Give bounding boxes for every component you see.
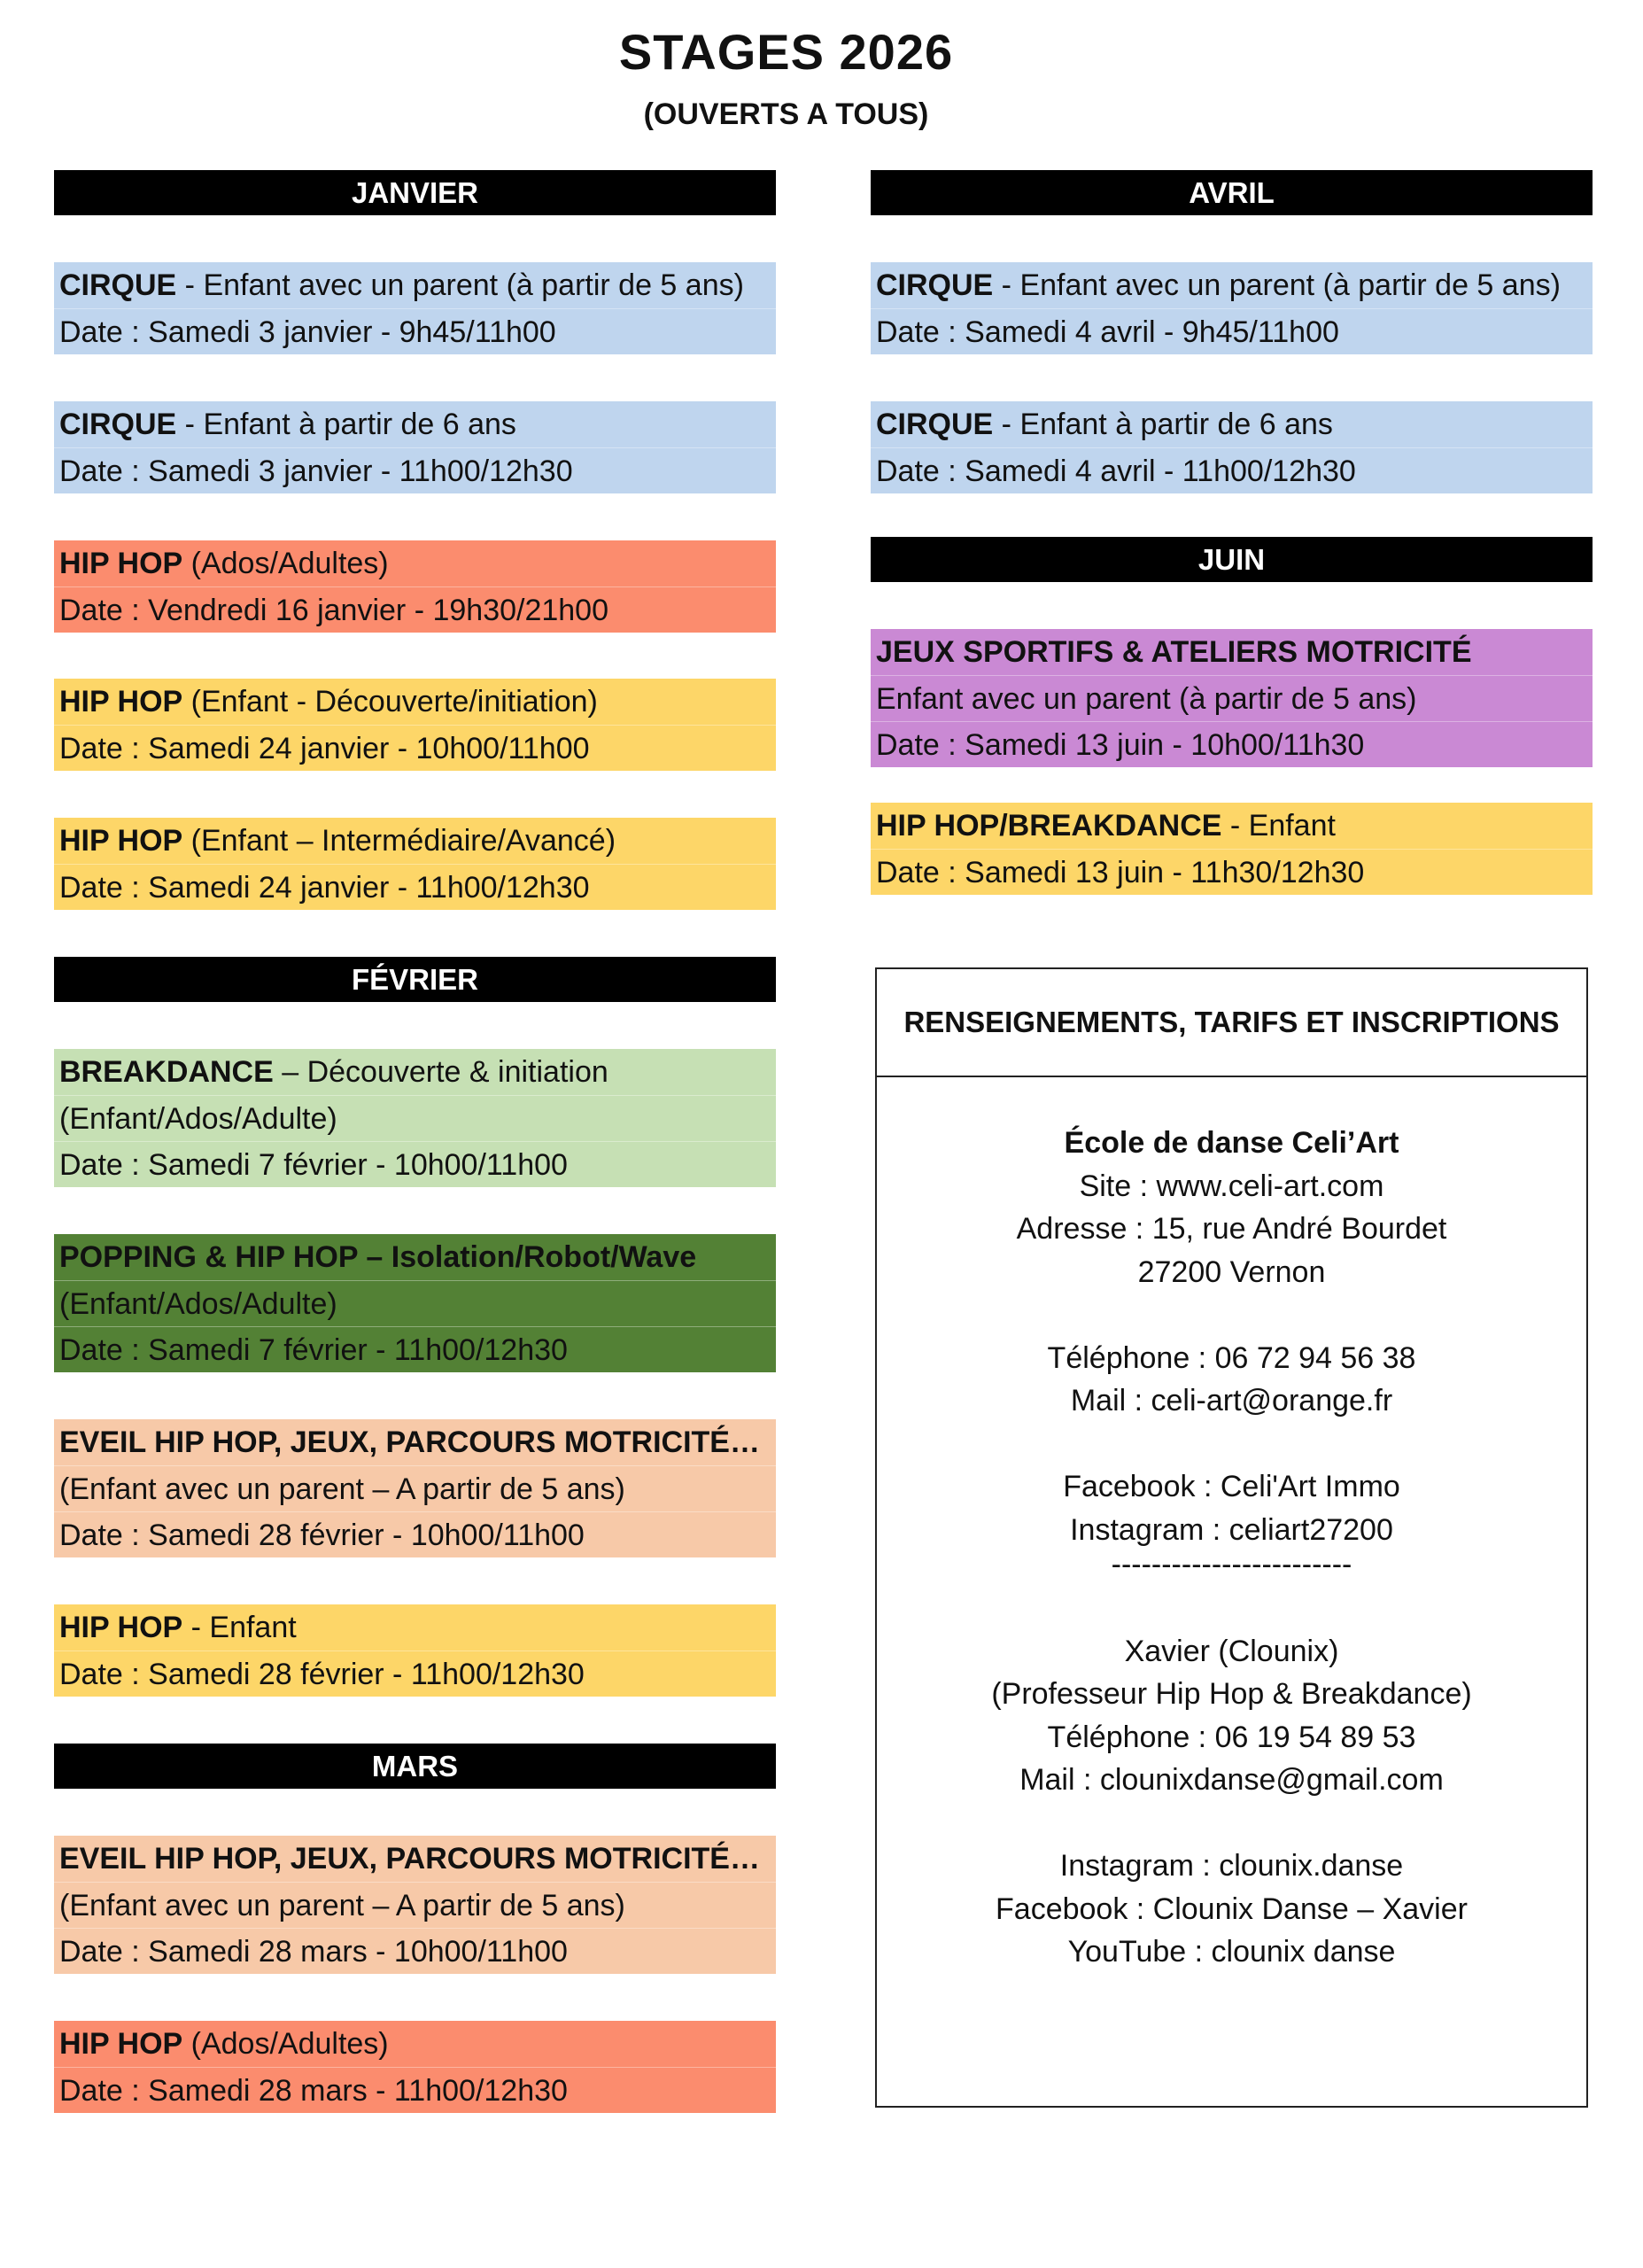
stage-title: HIP HOP [59, 2027, 183, 2061]
separator: ------------------------ [1111, 1548, 1352, 1581]
stage-line [871, 401, 1593, 447]
stage-line [54, 1095, 776, 1141]
stage-block-mars-0 [54, 1836, 776, 1974]
stage-text: Date : Samedi 28 mars - 11h00/12h30 [59, 2074, 568, 2108]
info-body [877, 1077, 1586, 1974]
stage-title: POPPING & HIP HOP – Isolation/Robot/Wave [59, 1240, 697, 1274]
stage-line [871, 721, 1593, 767]
stage-line [54, 679, 776, 725]
stage-line [54, 1511, 776, 1557]
spacer [877, 1293, 1586, 1337]
stage-text: (Enfant avec un parent – A partir de 5 ans) [59, 1472, 625, 1506]
stage-title: HIP HOP [59, 547, 183, 580]
stage-text: - Enfant avec un parent (à partir de 5 ans) [993, 268, 1561, 302]
stage-line [54, 1280, 776, 1326]
page-title: STAGES 2026 [618, 24, 954, 80]
stage-text: (Enfant/Ados/Adulte) [59, 1287, 337, 1321]
stage-line [54, 1836, 776, 1882]
stage-line [54, 447, 776, 493]
spacer [877, 1802, 1586, 1845]
stage-block-avril-1 [871, 401, 1593, 493]
stage-text: Date : Samedi 7 février - 10h00/11h00 [59, 1148, 568, 1182]
stage-block-mars-1 [54, 2021, 776, 2113]
stage-line [54, 308, 776, 354]
stage-line [871, 803, 1593, 849]
stage-line [54, 1419, 776, 1465]
stage-title: CIRQUE [876, 408, 994, 441]
stage-line [54, 1465, 776, 1511]
teacher-name: Xavier (Clounix) [1124, 1634, 1339, 1668]
stage-line [54, 725, 776, 771]
stage-line [54, 1882, 776, 1928]
stage-line [54, 1049, 776, 1095]
school-facebook: Facebook : Celi'Art Immo [1063, 1470, 1400, 1503]
stage-title: EVEIL HIP HOP, JEUX, PARCOURS MOTRICITÉ… [59, 1425, 760, 1459]
teacher-facebook: Facebook : Clounix Danse – Xavier [996, 1891, 1468, 1926]
teacher-instagram: Instagram : clounix.danse [1059, 1849, 1404, 1883]
info-box [875, 967, 1588, 2108]
stage-line [871, 849, 1593, 895]
stage-text: - Enfant avec un parent (à partir de 5 ans) [176, 268, 744, 302]
stage-title: EVEIL HIP HOP, JEUX, PARCOURS MOTRICITÉ… [59, 1842, 760, 1876]
stage-line [54, 864, 776, 910]
spacer [877, 1587, 1586, 1630]
month-header-janvier: JANVIER [54, 170, 776, 215]
stage-block-janvier-2 [54, 540, 776, 633]
stage-text: - Enfant [1221, 809, 1336, 843]
stage-block-fevrier-1 [54, 1234, 776, 1372]
stage-line [871, 262, 1593, 308]
stage-text: (Ados/Adultes) [182, 2027, 389, 2061]
stage-block-juin-1 [871, 803, 1593, 895]
month-header-juin: JUIN [871, 537, 1593, 582]
stage-block-janvier-0 [54, 262, 776, 354]
stage-line [871, 675, 1593, 721]
stage-text: Date : Samedi 13 juin - 10h00/11h30 [876, 728, 1365, 762]
stage-title: HIP HOP [59, 824, 183, 858]
stage-line [871, 629, 1593, 675]
stage-text: Date : Samedi 24 janvier - 10h00/11h00 [59, 732, 590, 765]
stage-block-janvier-4 [54, 818, 776, 910]
stage-block-avril-0 [871, 262, 1593, 354]
stage-line [54, 1234, 776, 1280]
stage-text: Date : Samedi 4 avril - 11h00/12h30 [876, 454, 1356, 488]
stage-text: Date : Samedi 7 février - 11h00/12h30 [59, 1333, 568, 1367]
stage-line [871, 308, 1593, 354]
stage-text: (Enfant - Découverte/initiation) [182, 685, 598, 718]
stage-block-fevrier-2 [54, 1419, 776, 1557]
stage-line [54, 1651, 776, 1697]
stage-text: - Enfant à partir de 6 ans [993, 408, 1333, 441]
stage-text: (Enfant – Intermédiaire/Avancé) [182, 824, 616, 858]
stage-text: (Enfant avec un parent – A partir de 5 ans) [59, 1889, 625, 1922]
school-mail[interactable]: Mail : celi-art@orange.fr [1070, 1384, 1393, 1418]
stage-line [54, 1141, 776, 1187]
stage-text: Date : Samedi 13 juin - 11h30/12h30 [876, 856, 1365, 889]
stage-line [54, 2021, 776, 2067]
stage-title: HIP HOP/BREAKDANCE [876, 809, 1222, 843]
stage-block-fevrier-3 [54, 1604, 776, 1697]
stage-text: Date : Vendredi 16 janvier - 19h30/21h00 [59, 594, 609, 627]
stage-text: Date : Samedi 4 avril - 9h45/11h00 [876, 315, 1339, 349]
stage-block-juin-0 [871, 629, 1593, 767]
school-phone: Téléphone : 06 72 94 56 38 [1047, 1340, 1416, 1375]
stage-text: Date : Samedi 24 janvier - 11h00/12h30 [59, 871, 590, 905]
stage-title: CIRQUE [59, 268, 177, 302]
school-name: École de danse Celi’Art [1064, 1126, 1399, 1160]
stage-text: Enfant avec un parent (à partir de 5 ans) [876, 682, 1417, 716]
school-city: 27200 Vernon [1137, 1254, 1326, 1289]
stage-title: HIP HOP [59, 1611, 183, 1644]
stage-text: Date : Samedi 28 février - 11h00/12h30 [59, 1658, 585, 1691]
stage-title: CIRQUE [876, 268, 994, 302]
spacer [877, 1423, 1586, 1466]
school-site[interactable]: Site : www.celi-art.com [1079, 1169, 1384, 1203]
teacher-role: (Professeur Hip Hop & Breakdance) [991, 1677, 1472, 1711]
school-address: Adresse : 15, rue André Bourdet [1016, 1212, 1447, 1246]
stage-line [871, 447, 1593, 493]
stage-line [54, 1326, 776, 1372]
month-header-mars: MARS [54, 1744, 776, 1789]
stage-text: Date : Samedi 28 mars - 10h00/11h00 [59, 1935, 568, 1969]
teacher-phone: Téléphone : 06 19 54 89 53 [1047, 1720, 1416, 1754]
stage-title: BREAKDANCE [59, 1055, 274, 1089]
stage-text: – Découverte & initiation [273, 1055, 608, 1089]
stage-line [54, 540, 776, 586]
month-header-avril: AVRIL [871, 170, 1593, 215]
stage-block-janvier-3 [54, 679, 776, 771]
school-instagram: Instagram : celiart27200 [1070, 1512, 1393, 1547]
page-subtitle: (OUVERTS A TOUS) [643, 97, 929, 131]
stage-text: Date : Samedi 3 janvier - 9h45/11h00 [59, 315, 556, 349]
stage-text: (Enfant/Ados/Adulte) [59, 1102, 337, 1136]
stage-title: JEUX SPORTIFS & ATELIERS MOTRICITÉ [876, 635, 1472, 669]
stage-text: - Enfant [182, 1611, 297, 1644]
stage-line [54, 401, 776, 447]
stage-title: CIRQUE [59, 408, 177, 441]
info-heading: RENSEIGNEMENTS, TARIFS ET INSCRIPTIONS [877, 969, 1586, 1077]
stage-text: - Enfant à partir de 6 ans [176, 408, 516, 441]
teacher-mail[interactable]: Mail : clounixdanse@gmail.com [1019, 1763, 1444, 1797]
stage-line [54, 1604, 776, 1651]
stage-line [54, 586, 776, 633]
stage-block-fevrier-0 [54, 1049, 776, 1187]
stage-text: Date : Samedi 28 février - 10h00/11h00 [59, 1518, 585, 1552]
stage-text: (Ados/Adultes) [182, 547, 389, 580]
stage-block-janvier-1 [54, 401, 776, 493]
stage-line [54, 262, 776, 308]
stage-text: Date : Samedi 3 janvier - 11h00/12h30 [59, 454, 573, 488]
stage-line [54, 818, 776, 864]
stage-title: HIP HOP [59, 685, 183, 718]
teacher-youtube: YouTube : clounix danse [1067, 1935, 1396, 1969]
stage-line [54, 1928, 776, 1974]
month-header-fevrier: FÉVRIER [54, 957, 776, 1002]
stage-line [54, 2067, 776, 2113]
